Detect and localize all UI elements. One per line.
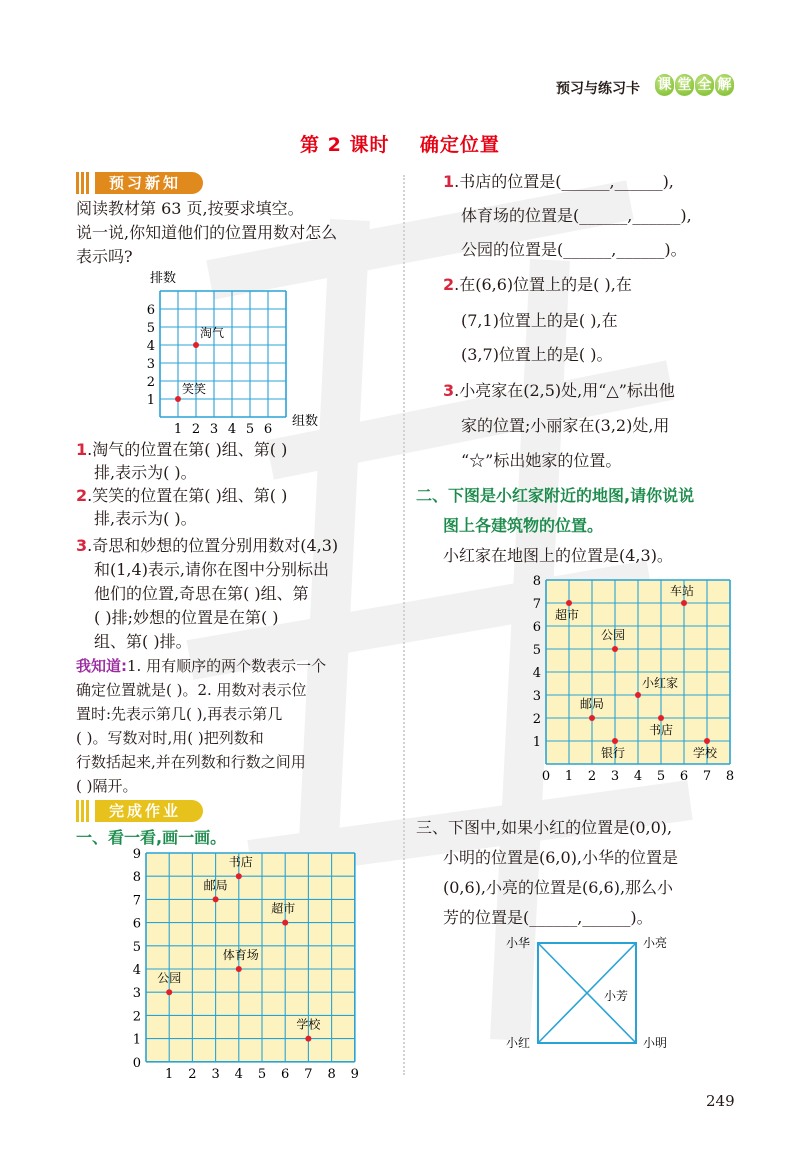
- svg-text:5: 5: [146, 321, 155, 336]
- label-xiaohua: 小华: [506, 936, 531, 950]
- svg-text:2: 2: [587, 769, 597, 784]
- question-number: 2: [76, 486, 88, 505]
- know-text: 1. 用有顺序的两个数表示一个: [127, 657, 327, 675]
- label-xiaofang: 小芳: [604, 989, 629, 1003]
- label-xiaohong: 小红: [506, 1036, 531, 1050]
- question-3-cont: 和(1,4)表示,请你在图中分别标出: [94, 560, 330, 579]
- lesson-title: 第 2 课时 确定位置: [300, 134, 500, 156]
- svg-text:4: 4: [633, 769, 643, 784]
- xiaohong-map-chart: [525, 570, 750, 790]
- small-grid-chart: [130, 265, 330, 435]
- header-label: 预习与练习卡: [556, 81, 640, 97]
- svg-text:1: 1: [532, 735, 541, 750]
- svg-text:4: 4: [234, 1066, 243, 1082]
- question-text: 笑笑的位置在第( )组、第( ): [92, 486, 288, 505]
- point-label: 邮局: [203, 878, 228, 893]
- preview-tag-label: 预习新知: [95, 172, 203, 194]
- svg-text:8: 8: [132, 870, 141, 886]
- svg-text:5: 5: [245, 422, 255, 435]
- right-question-2-cont: (3,7)位置上的是( )。: [461, 345, 613, 364]
- svg-text:7: 7: [304, 1066, 313, 1082]
- svg-text:8: 8: [725, 769, 735, 784]
- part2-title-cont: 图上各建筑物的位置。: [443, 516, 604, 535]
- svg-text:8: 8: [327, 1066, 336, 1082]
- question-number: 3: [443, 381, 455, 400]
- svg-text:1: 1: [165, 1066, 174, 1082]
- question-2-cont: 排,表示为( )。: [94, 509, 197, 528]
- svg-text:3: 3: [532, 689, 541, 704]
- point-label: 书店: [228, 855, 253, 870]
- point-label: 书店: [649, 723, 674, 737]
- svg-text:4: 4: [532, 666, 541, 681]
- point-label: 邮局: [580, 697, 605, 711]
- svg-text:6: 6: [281, 1066, 290, 1082]
- homework-tag-label: 完成作业: [95, 800, 203, 822]
- svg-text:2: 2: [188, 1066, 197, 1082]
- homework-section-tag: [76, 800, 203, 822]
- question-1-cont: 排,表示为( )。: [94, 463, 197, 482]
- point-label: 淘气: [200, 326, 225, 340]
- part2-note: 小红家在地图上的位置是(4,3)。: [443, 546, 673, 565]
- square-diagram: [500, 925, 690, 1055]
- question-3: 3.奇思和妙想的位置分别用数对(4,3): [76, 536, 339, 555]
- part3-line: 芳的位置是(______,______)。: [443, 908, 653, 927]
- svg-text:0: 0: [541, 769, 551, 784]
- know-text: 行数括起来,并在列数和行数之间用: [76, 753, 306, 771]
- part3-line: (0,6),小亮的位置是(6,6),那么小: [443, 878, 674, 897]
- svg-text:7: 7: [132, 893, 141, 909]
- question-1: 1.淘气的位置在第( )组、第( ): [76, 440, 288, 459]
- know-text: ( )。写数对时,用( )把列数和: [76, 729, 264, 747]
- label-xiaoming: 小明: [643, 1036, 668, 1050]
- svg-text:4: 4: [132, 963, 141, 978]
- know-text: ( )隔开。: [76, 777, 138, 795]
- question-3-cont: 组、第( )排。: [94, 632, 192, 651]
- svg-text:6: 6: [532, 620, 541, 635]
- point-label: 小红家: [642, 676, 679, 690]
- svg-text:3: 3: [132, 986, 141, 1002]
- column-divider: [403, 175, 405, 1075]
- point-label: 超市: [555, 608, 580, 622]
- svg-text:3: 3: [211, 1066, 220, 1082]
- header-badge: [655, 74, 734, 100]
- part1-title: 一、看一看,画一画。: [76, 828, 227, 847]
- know-text: 置时:先表示第几( ),再表示第几: [76, 705, 283, 723]
- preview-section-tag: [76, 172, 203, 194]
- svg-text:6: 6: [263, 422, 273, 435]
- svg-text:9: 9: [350, 1066, 359, 1082]
- svg-text:8: 8: [532, 574, 541, 589]
- question-number: 1: [76, 440, 88, 459]
- svg-text:2: 2: [532, 712, 541, 727]
- intro-line: 表示吗?: [76, 247, 133, 266]
- point-label: 笑笑: [182, 382, 207, 396]
- svg-text:7: 7: [702, 769, 712, 784]
- svg-text:4: 4: [146, 339, 155, 354]
- badge-char: 解: [715, 74, 734, 96]
- svg-text:6: 6: [132, 916, 141, 932]
- svg-text:6: 6: [146, 303, 155, 318]
- svg-text:1: 1: [173, 422, 183, 435]
- svg-text:6: 6: [679, 769, 689, 784]
- svg-text:5: 5: [656, 769, 666, 784]
- page-number: 249: [706, 1092, 735, 1110]
- svg-text:5: 5: [257, 1066, 267, 1082]
- question-3-cont: 他们的位置,奇思在第( )组、第: [94, 584, 309, 603]
- right-question-1-cont: 公园的位置是(______,______)。: [461, 240, 687, 259]
- svg-text:3: 3: [146, 357, 155, 372]
- question-3-cont: ( )排;妙想的位置是在第( ): [94, 608, 279, 627]
- question-text: 淘气的位置在第( )组、第( ): [92, 440, 288, 459]
- point-label: 车站: [670, 584, 695, 598]
- y-axis-label: 排数: [150, 271, 177, 286]
- question-text: 在(6,6)位置上的是( ),在: [459, 275, 632, 294]
- svg-text:7: 7: [532, 597, 541, 612]
- know-label: 我知道:: [76, 657, 127, 675]
- point-label: 公园: [157, 971, 182, 986]
- svg-text:1: 1: [146, 393, 155, 408]
- point-label: 学校: [296, 1017, 321, 1032]
- svg-text:2: 2: [191, 422, 201, 435]
- part2-title: 二、下图是小红家附近的地图,请你说说: [416, 486, 695, 505]
- point-label: 体育场: [222, 948, 259, 962]
- part3-line: 小明的位置是(6,0),小华的位置是: [443, 848, 679, 867]
- question-text: 书店的位置是(______,______),: [459, 172, 674, 191]
- svg-text:4: 4: [227, 422, 237, 435]
- part1-grid-chart: [125, 845, 370, 1085]
- svg-text:3: 3: [209, 422, 219, 435]
- svg-text:9: 9: [132, 847, 141, 862]
- right-question-2: 2.在(6,6)位置上的是( ),在: [443, 275, 632, 294]
- svg-text:5: 5: [132, 939, 141, 955]
- question-number: 2: [443, 275, 455, 294]
- question-2: 2.笑笑的位置在第( )组、第( ): [76, 486, 288, 505]
- badge-char: 全: [695, 74, 714, 96]
- svg-text:1: 1: [132, 1032, 141, 1048]
- know-block: [76, 655, 326, 678]
- badge-char: 课: [655, 74, 674, 96]
- svg-text:2: 2: [132, 1009, 141, 1025]
- right-question-3-cont: 家的位置;小丽家在(3,2)处,用: [461, 416, 670, 435]
- part3-line: 三、下图中,如果小红的位置是(0,0),: [416, 818, 673, 837]
- intro-line: 阅读教材第 63 页,按要求填空。: [76, 199, 304, 218]
- intro-line: 说一说,你知道他们的位置用数对怎么: [76, 223, 338, 242]
- svg-text:5: 5: [532, 643, 541, 658]
- svg-text:3: 3: [610, 769, 620, 784]
- right-question-3: 3.小亮家在(2,5)处,用“△”标出他: [443, 381, 675, 400]
- right-question-2-cont: (7,1)位置上的是( ),在: [461, 311, 618, 330]
- svg-text:0: 0: [132, 1055, 141, 1071]
- label-xiaoliang: 小亮: [643, 936, 668, 950]
- x-axis-label: 组数: [292, 414, 319, 429]
- svg-text:2: 2: [146, 375, 155, 390]
- question-text: 小亮家在(2,5)处,用“△”标出他: [459, 381, 675, 400]
- point-label: 学校: [693, 746, 718, 760]
- right-question-1-cont: 体育场的位置是(______,______),: [461, 206, 692, 225]
- question-text: 奇思和妙想的位置分别用数对(4,3): [92, 536, 339, 555]
- point-label: 超市: [271, 901, 296, 916]
- right-question-1: 1.书店的位置是(______,______),: [443, 172, 674, 191]
- right-question-3-cont: “☆”标出她家的位置。: [461, 451, 622, 470]
- badge-char: 堂: [675, 74, 694, 96]
- question-number: 3: [76, 536, 88, 555]
- question-number: 1: [443, 172, 455, 191]
- svg-text:1: 1: [564, 769, 574, 784]
- point-label: 银行: [601, 746, 626, 760]
- know-text: 确定位置就是( )。2. 用数对表示位: [76, 681, 307, 699]
- point-label: 公园: [601, 628, 626, 642]
